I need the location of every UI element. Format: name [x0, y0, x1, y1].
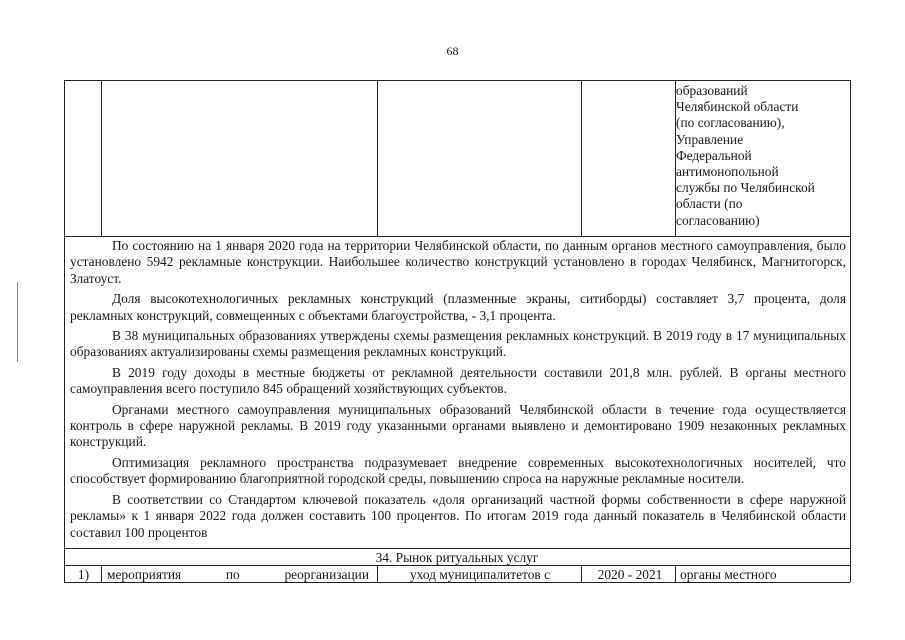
term-cell: 2020 - 2021	[597, 567, 663, 582]
table-border-left	[64, 80, 65, 582]
action-word: по	[225, 567, 240, 582]
narrative-cell	[70, 238, 846, 545]
action-word: мероприятия	[107, 567, 182, 582]
responsible-line: Челябинской области	[676, 99, 799, 115]
column-divider	[377, 565, 378, 582]
responsible-cell: органы местного	[680, 567, 777, 582]
table-border-right	[850, 80, 851, 582]
row-divider	[64, 236, 850, 237]
row-divider	[64, 548, 850, 549]
responsible-line: области (по	[676, 196, 743, 212]
responsible-line: службы по Челябинской	[676, 180, 815, 196]
binding-margin-line	[17, 282, 18, 362]
section-title: 34. Рынок ритуальных услуг	[375, 550, 539, 565]
responsible-line: согласованию)	[676, 212, 760, 228]
action-cell	[107, 567, 369, 583]
paragraph: В 2019 году доходы в местные бюджеты от рекламной деятельности составили 201,8 млн. рублей. В органы местного самоуправления всего поступило 845 обращений хозяйствующих субъектов.	[70, 364, 846, 397]
result-cell: уход муниципалитетов с	[409, 567, 551, 582]
paragraph: Доля высокотехнологичных рекламных конструкций (плазменные экраны, ситиборды) составляет 3,7 процента, доля рекламных конструкций, совмещенных с объектами благоустройства, - 3,1 процента.	[70, 291, 846, 323]
responsible-line: Федеральной	[676, 147, 752, 163]
responsible-cell	[676, 83, 850, 229]
responsible-line: Управление	[676, 131, 744, 147]
column-divider	[581, 80, 582, 236]
paragraph: В соответствии со Стандартом ключевой показатель «доля организаций частной формы собственности в сфере наружной рекламы» к 1 января 2022 года должен составить 100 процентов. По итогам 2019 года данный показатель в Челябинской области составил 100 процентов	[70, 491, 846, 540]
table-border-top	[64, 80, 850, 81]
action-word: реорганизации	[284, 567, 369, 582]
responsible-line: антимонопольной	[676, 164, 779, 180]
column-divider	[101, 565, 102, 582]
responsible-line: (по согласованию),	[676, 115, 785, 131]
column-divider	[581, 565, 582, 582]
column-divider	[377, 80, 378, 236]
paragraph: В 38 муниципальных образованиях утверждены схемы размещения рекламных конструкций. В 2019 году в 17 муниципальных образованиях актуализированы схемы размещения рекламных конструкций.	[70, 328, 846, 360]
responsible-line: образований	[676, 83, 748, 98]
row-number: 1)	[77, 567, 90, 582]
paragraph: Оптимизация рекламного пространства подразумевает внедрение современных высокотехнологичных носителей, что способствует формированию благоприятной городской среды, повышению спроса на наружные рекламные носители.	[70, 454, 846, 487]
page-number: 68	[446, 44, 459, 58]
paragraph: По состоянию на 1 января 2020 года на территории Челябинской области, по данным органов местного самоуправления, было установлено 5942 рекламные конструкции. Наибольшее количество конструкций установлено в городах Челябинск, Магнитогорск, Златоуст.	[70, 238, 846, 286]
paragraph: Органами местного самоуправления муниципальных образований Челябинской области в течение года осуществляется контроль в сфере наружной рекламы. В 2019 году указанными органами выявлено и демонтировано 1909 незаконных рекламных конструкций.	[70, 401, 846, 450]
column-divider	[101, 80, 102, 236]
measures-table	[64, 80, 850, 582]
